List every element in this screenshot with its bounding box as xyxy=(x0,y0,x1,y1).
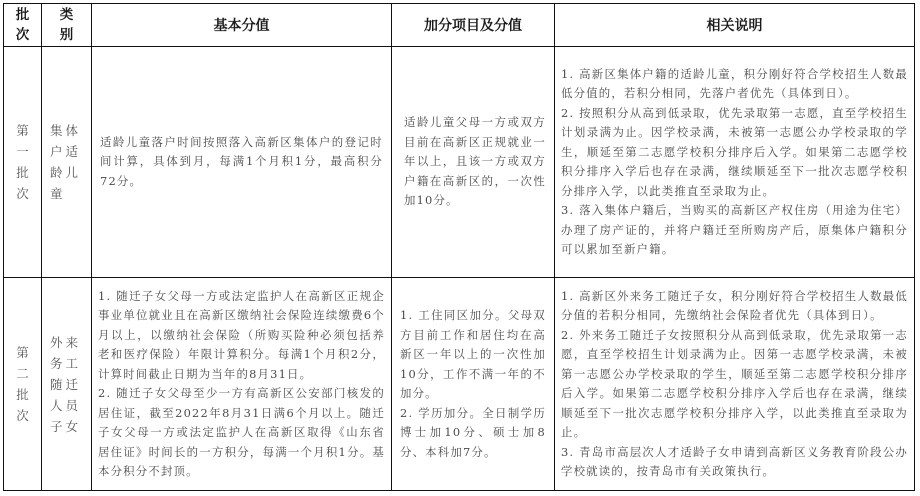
header-row xyxy=(4,4,915,47)
note-item: 1. 高新区集体户籍的适龄儿童，积分刚好符合学校招生人数最低分值的，若积分相同，先落户者优先（具体到日）。 xyxy=(561,66,908,100)
category-cell: 集体户适龄儿童 xyxy=(42,47,92,278)
batch-cell xyxy=(4,47,42,278)
header-category-char: 类 xyxy=(59,7,74,23)
bonus-cell xyxy=(392,278,555,491)
note-item: 2. 外来务工随迁子女按照积分从高到低录取，优先录取第一志愿，直至学校招生计划录满为止。因第一志愿学校录满，未被第一志愿公办学校录取的学生，顺延至第二志愿学校积分排序后入学。如果第二志愿学校积分排序入学后也存在录满，继续顺延至下一批次志愿学校积分排序入学，以此类推直至录取为止。 xyxy=(561,327,908,439)
note-item: 2. 按照积分从高到低录取，优先录取第一志愿，直至学校招生计划录满为止。因学校录满，未被第一志愿公办学校录取的学生，顺延至第二志愿学校积分排序后入学。如果第二志愿学校积分排序入学后也存在录满，继续顺延至下一批次志愿学校积分排序入学，以此类推直至录取为止。 xyxy=(561,105,908,198)
header-notes: 相关说明 xyxy=(555,4,915,47)
note-item: 3. 落入集体户籍后，当购买的高新区产权住房（用途为住宅）办理了房产证的，并将户籍迁至所购房产后，原集体户籍积分可以累加至新户籍。 xyxy=(561,203,908,256)
header-batch xyxy=(4,4,42,47)
header-bonus: 加分项目及分值 xyxy=(392,4,555,47)
header-category-char: 别 xyxy=(59,27,74,43)
batch-char: 次 xyxy=(16,186,29,201)
batch-char: 第 xyxy=(16,123,29,138)
batch-char: 次 xyxy=(16,408,29,423)
table-row xyxy=(4,278,915,491)
base-score-text: 适龄儿童落户时间按照落入高新区集体户的登记时间计算，具体到月，每满1个月积1分，最高积分72分。 xyxy=(100,134,383,188)
batch-char: 一 xyxy=(16,144,29,159)
header-base-score: 基本分值 xyxy=(92,4,392,47)
batch-char: 二 xyxy=(16,366,29,381)
note-item: 1. 高新区外来务工随迁子女，积分刚好符合学校招生人数最低分值的若积分相同，先缴纳社会保险者优先（具体到日）。 xyxy=(561,288,908,322)
header-batch-char: 批 xyxy=(15,7,30,23)
header-batch-char: 次 xyxy=(15,27,30,43)
batch-cell xyxy=(4,278,42,491)
table-row xyxy=(4,47,915,278)
batch-char: 批 xyxy=(16,387,29,402)
admission-points-table xyxy=(3,3,915,491)
bonus-cell xyxy=(392,47,555,278)
base-score-item: 2. 随迁子女父母至少一方有高新区公安部门核发的居住证，截至2022年8月31日满6个月以上。随迁子女父母一方或法定监护人在高新区取得《山东省居住证》时间长的一方积分，每满一个月积1分。基本分积分不封顶。 xyxy=(98,386,385,478)
base-score-cell xyxy=(92,278,392,491)
base-score-item: 1. 随迁子女父母一方或法定监护人在高新区正规企事业单位就业且在高新区缴纳社会保险连续缴费6个月以上，以缴纳社会保险（所购买险种必须包括养老和医疗保险）年限计算积分。每满1个月积2分，计算时间截止日期为当年的8月31日。 xyxy=(98,288,385,381)
batch-char: 第 xyxy=(16,345,29,360)
notes-cell xyxy=(555,278,915,491)
bonus-item: 2. 学历加分。全日制学历博士加10分、硕士加8分、本科加7分。 xyxy=(400,405,546,459)
bonus-item: 1. 工住同区加分。父母双方目前工作和居住均在高新区一年以上的一次性加10分，工作不满一年的不加分。 xyxy=(400,308,546,400)
header-category xyxy=(42,4,92,47)
bonus-text: 适龄儿童父母一方或双方目前在高新区正规就业一年以上，且该一方或双方户籍在高新区的，一次性加10分。 xyxy=(404,115,546,208)
base-score-cell xyxy=(92,47,392,278)
note-item: 3. 青岛市高层次人才适龄子女申请到高新区义务教育阶段公办学校就读的，按青岛市有关政策执行。 xyxy=(561,444,908,478)
notes-cell xyxy=(555,47,915,278)
batch-char: 批 xyxy=(16,165,29,180)
category-cell: 外来务工随迁人员子女 xyxy=(42,278,92,491)
